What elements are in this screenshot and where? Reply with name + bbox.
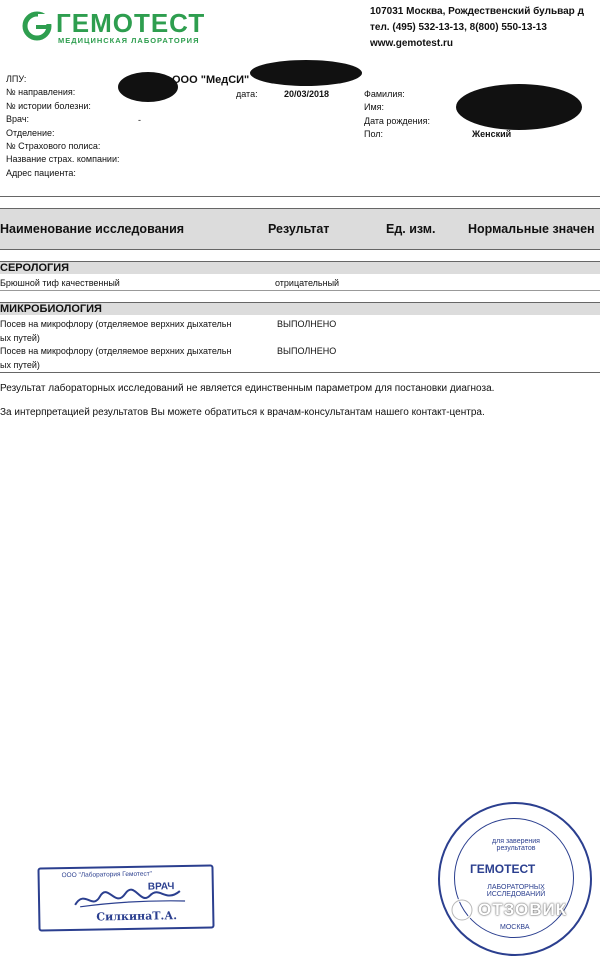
watermark-logo-icon: [450, 898, 474, 922]
lab-round-stamp: [438, 802, 592, 956]
table-row: [0, 317, 600, 347]
watermark-text: ОТЗОВИК: [478, 900, 568, 919]
section-title: СЕРОЛОГИЯ: [0, 262, 70, 274]
divider: [0, 290, 600, 291]
col-norm-header: Нормальные значен: [468, 222, 595, 236]
stamp-org: ООО "Лаборатория Гемотест": [61, 870, 153, 880]
stamp-city: МОСКВА: [500, 924, 530, 931]
section-title: МИКРОБИОЛОГИЯ: [0, 303, 102, 315]
test-name-line: Посев на микрофлору (отделяемое верхних дыхательн: [0, 346, 232, 356]
label-department: Отделение:: [6, 127, 55, 138]
test-name-line: Посев на микрофлору (отделяемое верхних дыхательн: [0, 319, 232, 329]
label-insurance: Название страх. компании:: [6, 154, 120, 165]
date-label: дата:: [236, 89, 258, 99]
date-value: 20/03/2018: [284, 89, 330, 99]
logo-symbol-icon: [22, 10, 52, 44]
stamp-name: ГЕМОТЕСТ: [470, 862, 536, 876]
doctor-stamp: [37, 864, 214, 931]
redaction-mark: [456, 84, 582, 130]
disclaimer-note: Результат лабораторных исследований не является единственным параметром для постановки диагноза.: [0, 383, 495, 394]
label-policy: № Страхового полиса:: [6, 140, 101, 151]
test-name: Брюшной тиф качественный: [0, 278, 120, 288]
contact-note: За интерпретацией результатов Вы можете обратиться к врачам-консультантам нашего контакт-центра.: [0, 407, 485, 418]
stamp-title: ВРАЧ: [147, 881, 175, 893]
col-name-header: Наименование исследования: [0, 222, 185, 236]
sex-value: Женский: [472, 129, 512, 139]
logo-subtitle: МЕДИЦИНСКАЯ ЛАБОРАТОРИЯ: [58, 36, 200, 45]
table-row: [0, 344, 600, 374]
lab-site: www.gemotest.ru: [370, 38, 453, 49]
label-address: Адрес пациента:: [6, 167, 76, 178]
patient-info-right: [364, 89, 430, 143]
test-result: ВЫПОЛНЕНО: [277, 319, 337, 329]
col-unit-header: Ед. изм.: [386, 222, 436, 236]
divider: [0, 372, 600, 373]
doctor-value: -: [138, 115, 141, 125]
test-result: отрицательный: [275, 278, 340, 288]
test-name-line: ых путей): [0, 360, 40, 370]
patient-info-labels: [6, 74, 120, 181]
col-result-header: Результат: [268, 222, 330, 236]
label-doctor: Врач:: [6, 114, 30, 125]
label-sex: Пол:: [364, 129, 384, 140]
label-name: Имя:: [364, 102, 385, 113]
label-history: № истории болезни:: [6, 100, 91, 111]
section-header-serology: [0, 262, 600, 274]
stamp-doctor-name: СилкинаТ.А.: [96, 909, 178, 924]
table-header: [0, 208, 600, 250]
label-lpu: ЛПУ:: [6, 74, 27, 84]
lab-address: 107031 Москва, Рождественский бульвар д: [370, 6, 584, 17]
lab-contacts: [370, 4, 600, 52]
label-birthdate: Дата рождения:: [364, 115, 430, 126]
test-name-line: ых путей): [0, 333, 40, 343]
logo-name: ГЕМОТЕСТ: [56, 8, 206, 38]
redaction-mark: [118, 72, 178, 102]
redaction-mark: [250, 60, 362, 86]
section-header-microbiology: [0, 303, 600, 315]
lab-logo: [22, 8, 232, 48]
stamp-middle-text: ЛАБОРАТОРНЫХ ИССЛЕДОВАНИЙ: [486, 884, 546, 898]
divider: [0, 196, 600, 197]
test-result: ВЫПОЛНЕНО: [277, 346, 337, 356]
lab-phones: тел. (495) 532-13-13, 8(800) 550-13-13: [370, 22, 547, 33]
label-surname: Фамилия:: [364, 89, 405, 99]
label-referral: № направления:: [6, 87, 76, 98]
lpu-value: ООО "МедСИ": [172, 74, 250, 86]
stamp-top-text: для заверения результатов: [492, 838, 540, 852]
